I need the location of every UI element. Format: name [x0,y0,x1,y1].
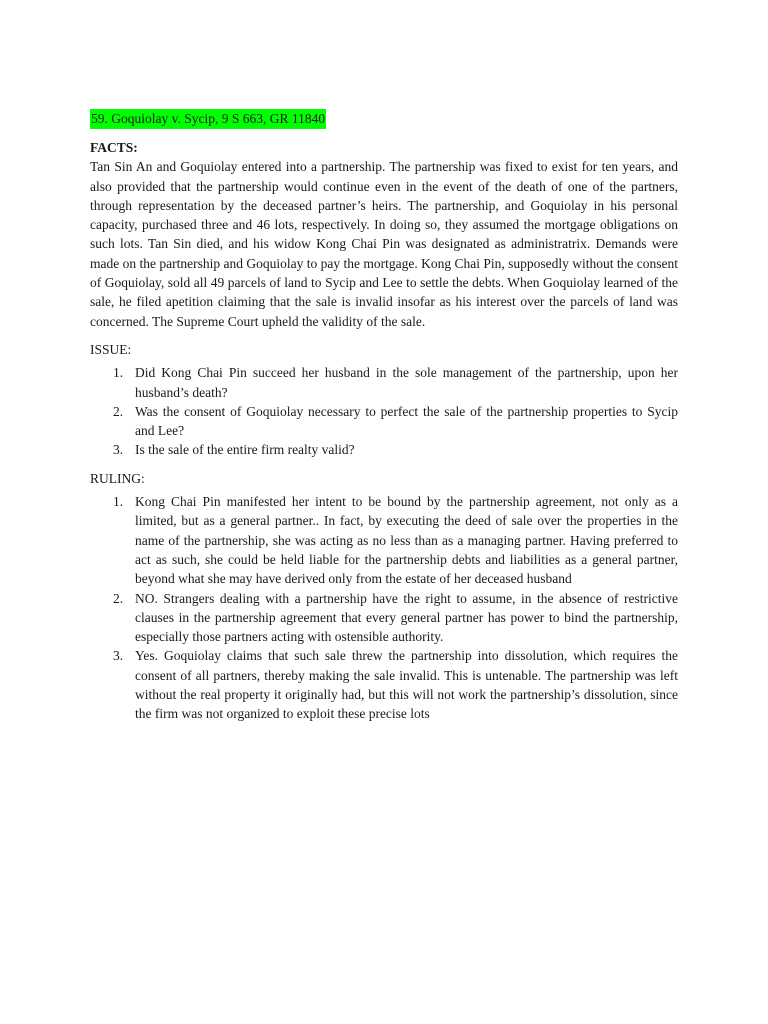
ruling-item-text: Kong Chai Pin manifested her intent to be bound by the partnership agreement, not only as a limited, but as a general partner.. In fact, by executing the deed of sale over the properties in the name of the partnership, she was acting as no less than as a managing partner. Having preferred to act as such, she could be held liable for the partnership debts and liabilities as a general partner, beyond what she may have derived only from the estate of her deceased husband [135,494,678,587]
issue-heading: ISSUE: [90,341,132,357]
issue-item-number: 3. [113,442,124,458]
issue-item-text: Did Kong Chai Pin succeed her husband in the sole management of the partnership, upon her husband’s death? [135,365,678,400]
issue-item-number: 1. [113,365,124,381]
facts-body: Tan Sin An and Goquiolay entered into a partnership. The partnership was fixed to exist for ten years, and also provided that the partnership would continue even in the event of the death of one of the partners, through representation by the deceased partner’s heirs. The partnership, and Goquiolay in his personal capacity, purchased three and 46 lots, respectively. In doing so, they assumed the mortgage obligations on such lots. Tan Sin died, and his widow Kong Chai Pin was designated as administratrix. Demands were made on the partnership and Goquiolay to pay the mortgage. Kong Chai Pin, supposedly without the consent of Goquiolay, sold all 49 parcels of land to Sycip and Lee to settle the debts. When Goquiolay learned of the sale, he filed apetition claiming that the sale is invalid insofar as his interest over the parcels of land was concerned. The Supreme Court upheld the validity of the sale. [90,159,678,329]
facts-heading: FACTS: [90,140,138,155]
document-content [90,138,678,724]
issue-item [113,363,678,402]
issue-item [113,440,678,459]
issue-item [113,402,678,441]
ruling-item-number: 2. [113,590,124,606]
ruling-item [113,589,678,647]
issue-item-text: Is the sale of the entire firm realty valid? [135,442,355,458]
case-title: 59. Goquiolay v. Sycip, 9 S 663, GR 11840 [90,109,326,129]
ruling-item [113,492,678,588]
ruling-list [90,492,678,724]
issue-list [90,363,678,459]
ruling-item-number: 3. [113,648,124,664]
issue-item-number: 2. [113,403,124,419]
ruling-item [113,646,678,723]
ruling-item-text: Yes. Goquiolay claims that such sale threw the partnership into dissolution, which requires the consent of all partners, thereby making the sale invalid. This is untenable. The partnership was left without the real property it originally had, but this will not work the partnership’s dissolution, since the firm was not organized to exploit these precise lots [135,648,678,722]
ruling-heading: RULING: [90,470,145,486]
issue-item-text: Was the consent of Goquiolay necessary to perfect the sale of the partnership properties to Sycip and Lee? [135,403,678,439]
ruling-item-number: 1. [113,494,124,510]
ruling-item-text: NO. Strangers dealing with a partnership have the right to assume, in the absence of restrictive clauses in the partnership agreement that every general partner has power to bind the partnership, especially those partners acting with ostensible authority. [135,590,678,645]
